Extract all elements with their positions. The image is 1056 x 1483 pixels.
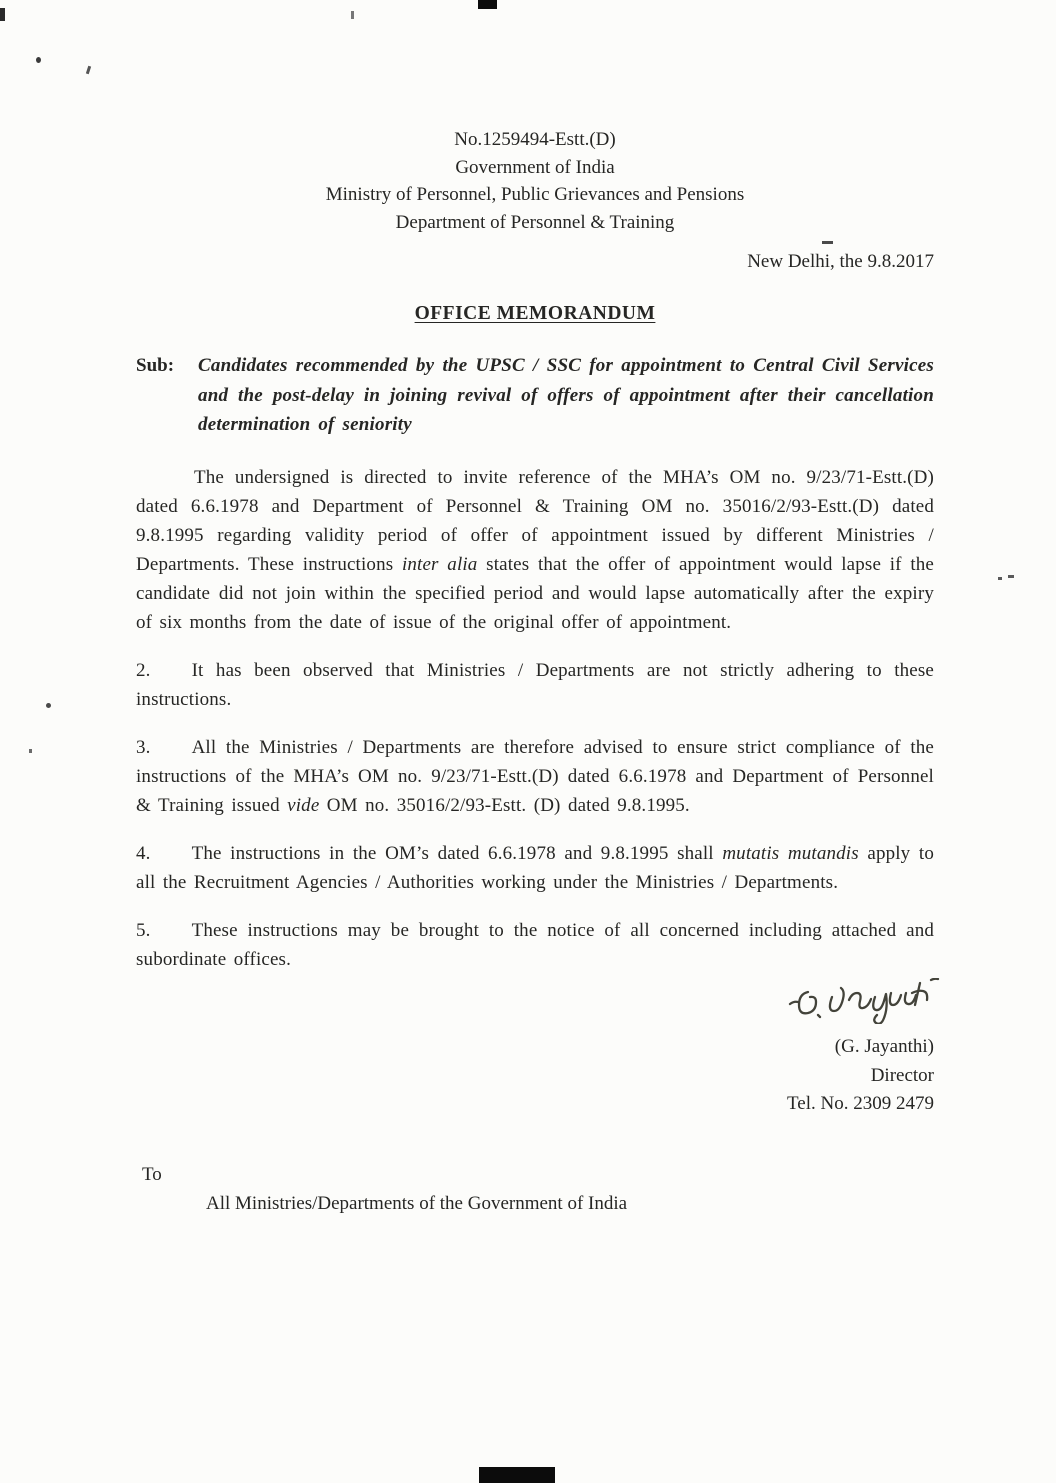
paragraph-number: 3. (136, 736, 151, 758)
signature-scrawl (786, 978, 964, 1034)
org-name: Government of India (455, 156, 615, 178)
ministry-name: Ministry of Personnel, Public Grievances and Pensions (325, 184, 745, 205)
paragraph-1: The undersigned is directed to invite reference of the MHA’s OM no. 9/23/71-Estt.(D) dated 6.6.1978 and Department of Personnel & Training OM no. 35016/2/93-Estt.(D) dated 9.8.1995 regarding validity period of offer of appointment issued by different Ministries / Departments. These instructions inter alia states that the offer of appointment would lapse if the candidate did not join within the specified period and would lapse automatically after the expiry of six months from the date of issue of the original offer of appointment. (136, 466, 934, 633)
scan-artifact (46, 703, 51, 708)
subject-block (136, 351, 934, 440)
ref-number: No.1259494-Estt.(D) (454, 129, 616, 150)
subject-label: Sub: (136, 355, 175, 376)
date-line: New Delhi, the 9.8.2017 (747, 251, 934, 272)
addressee-line: All Ministries/Departments of the Government of India (206, 1192, 628, 1214)
scan-artifact (998, 577, 1002, 580)
addressee-block (136, 1161, 934, 1218)
memo-title: OFFICE MEMORANDUM (414, 303, 656, 324)
scan-artifact (351, 11, 354, 19)
paragraph-5: 5. These instructions may be brought to the notice of all concerned including attached and subordinate offices. (136, 919, 934, 970)
paragraph-number: 5. (136, 919, 151, 941)
memo-content (136, 126, 934, 1218)
paragraph-2: 2. It has been observed that Ministries / Departments are not strictly adhering to these instructions. (136, 659, 934, 710)
subject-text: Candidates recommended by the UPSC / SSC for appointment to Central Civil Services and the post-delay in joining revival of offers of appointment after their cancellation determination of seniority (198, 355, 934, 435)
paragraph-4: 4. The instructions in the OM’s dated 6.6.1978 and 9.8.1995 shall mutatis mutandis apply to all the Recruitment Agencies / Authorities working under the Ministries / Departments. (136, 842, 934, 893)
scan-artifact (1008, 575, 1014, 578)
signature-block (136, 978, 934, 1119)
scan-artifact (86, 66, 91, 75)
scan-artifact (29, 749, 32, 753)
signatory-name: (G. Jayanthi) (834, 1036, 934, 1057)
scan-artifact (0, 8, 5, 21)
scan-artifact (478, 0, 497, 9)
paragraph-number: 2. (136, 659, 151, 681)
to-label: To (142, 1163, 162, 1185)
paragraph-3: 3. All the Ministries / Departments are therefore advised to ensure strict compliance of the instructions of the MHA’s OM no. 9/23/71-Estt.(D) dated 6.6.1978 and Department of Personnel & Training issued vide OM no. 35016/2/93-Estt. (D) dated 9.8.1995. (136, 736, 934, 816)
scan-artifact (479, 1467, 555, 1483)
paragraph-number: 4. (136, 842, 151, 864)
signatory-designation: Director (870, 1064, 934, 1086)
scan-artifact (36, 57, 41, 63)
signatory-phone: Tel. No. 2309 2479 (787, 1093, 934, 1114)
department-name: Department of Personnel & Training (395, 211, 675, 233)
letterhead (136, 126, 934, 236)
